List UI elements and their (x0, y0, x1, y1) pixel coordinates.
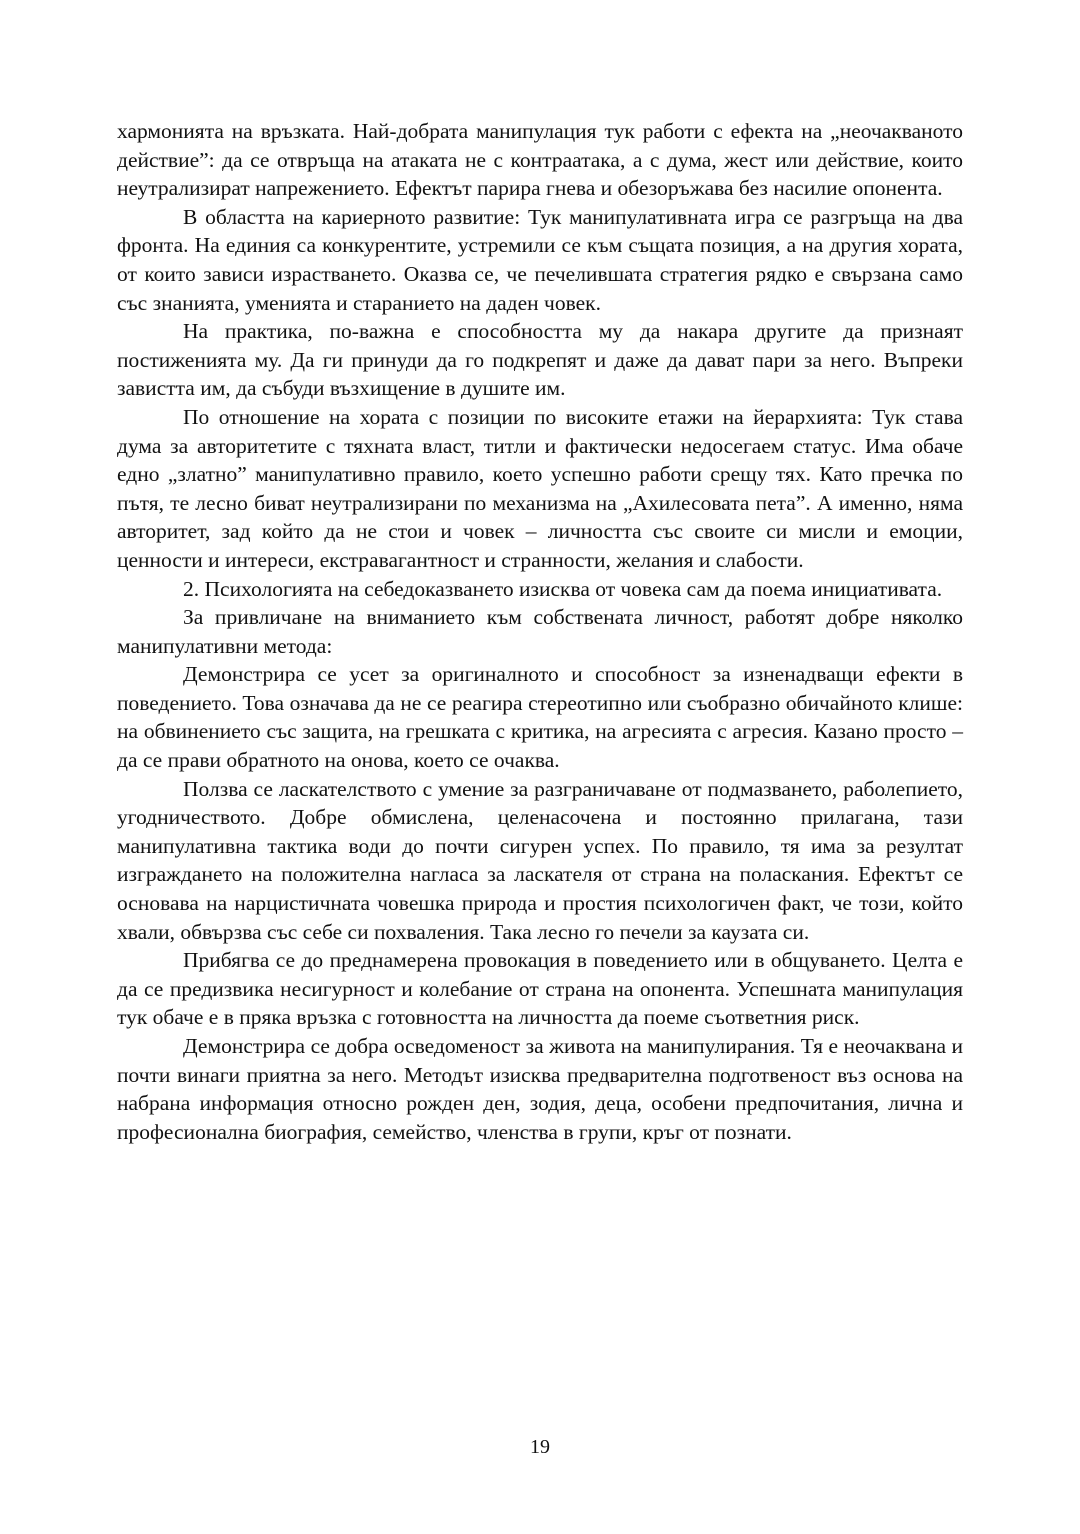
paragraph-originality: Демонстрира се усет за оригиналното и способност за изненадващи ефекти в поведението. Това означава да не се реагира стереотипно или съобразно обичайното клише: на обвинението със защита, на грешката с критика, на агресията с агресия. Казано просто – да се прави обратното на онова, което се очаква. (117, 662, 963, 773)
paragraph-in-practice: На практика, по-важна е способността му да накара другите да признаят постиженията му. Да ги принуди да го подкрепят и даже да дават пари за него. Въпреки завистта им, да събуди възхищение в душите им. (117, 319, 963, 401)
page-body (117, 117, 963, 1146)
paragraph-awareness: Демонстрира се добра осведоменост за живота на манипулирания. Тя е неочаквана и почти винаги приятна за него. Методът изисква предварителна подготвеност въз основа на набрана информация относно рожден ден, зодия, деца, особени предпочитания, лична и професионална биография, семейство, членства в групи, кръг от познати. (117, 1034, 963, 1144)
paragraph-flattery: Ползва се ласкателството с умение за разграничаване от подмазването, раболепието, угодничеството. Добре обмислена, целенасочена и постоянно прилагана, тази манипулативна тактика води до почти сигурен успех. По правило, тя има за резултат изграждането на положителна нагласа за ласкателя от страна на поласкания. Ефектът се основава на нарцистичната човешка природа и простия психологичен факт, че този, който хвали, обвързва със себе си похваления. Така лесно го печели за каузата си. (117, 776, 963, 944)
paragraph-career-development: В областта на кариерното развитие: Тук манипулативната игра се разгръща на два фронта. На единия са конкурентите, устремили се към същата позиция, а на другия хората, от които зависи израстването. Оказва се, че печелившата стратегия рядко е свързана само със знанията, уменията и старанието на даден човек. (117, 204, 963, 315)
paragraph-provocation: Прибягва се до преднамерена провокация в поведението или в общуването. Целта е да се предизвика несигурност и колебание от страна на опонента. Успешната манипулация тук обаче е в пряка връзка с готовността на личността да поеме съответния риск. (117, 948, 963, 1030)
paragraph-continuation: хармонията на връзката. Най-добрата манипулация тук работи с ефекта на „неочакваното действие”: да се отвръща на атаката не с контраатака, а с дума, жест или действие, които неутрализират напрежението. Ефектът парира гнева и обезоръжава без насилие опонента. (117, 119, 963, 201)
paragraph-self-assertion: 2. Психологията на себедоказването изисква от човека сам да поема инициативата. (183, 576, 943, 601)
page-number: 19 (530, 1436, 550, 1458)
paragraph-attracting-attention: За привличане на вниманието към собствената личност, работят добре няколко манипулативни метода: (117, 605, 963, 658)
paragraph-hierarchy: По отношение на хората с позиции по високите етажи на йерархията: Тук става дума за авторитетите с тяхната власт, титли и фактически недосегаем статус. Има обаче едно „златно” манипулативно правило, което успешно работи срещу тях. Като пречка по пътя, те лесно биват неутрализирани по механизма на „Ахилесовата пета”. А именно, няма авторитет, зад който да не стои и човек – личността със своите си мисли и емоции, ценности и интереси, екстравагантност и странности, желания и слабости. (117, 404, 963, 572)
